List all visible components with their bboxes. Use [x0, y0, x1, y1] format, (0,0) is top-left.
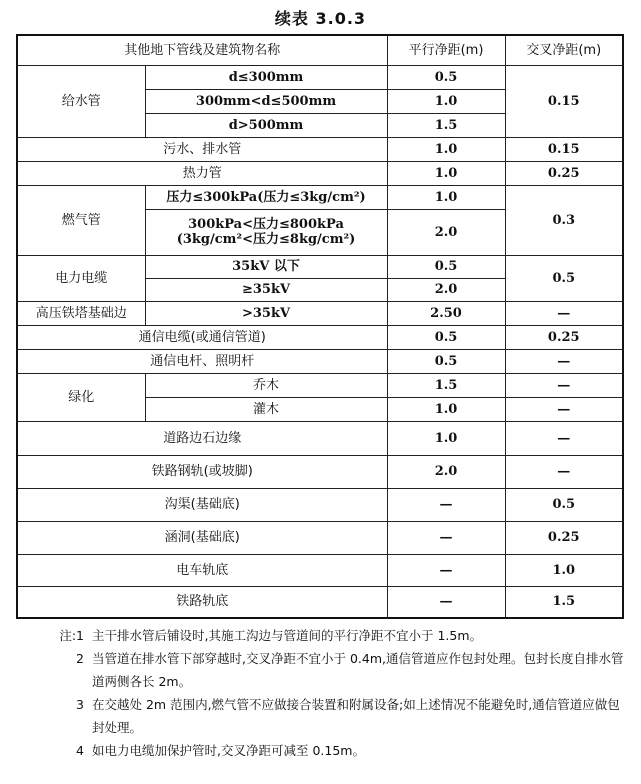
parallel-value: — — [387, 554, 505, 586]
note-lead — [18, 624, 84, 647]
table-title: 续表 3.0.3 — [274, 9, 367, 28]
table-row — [17, 554, 623, 586]
table-row — [17, 255, 623, 278]
clearance-table — [16, 34, 624, 619]
note-item — [18, 739, 628, 762]
table-row — [17, 455, 623, 488]
parallel-value: 1.5 — [387, 113, 505, 137]
parallel-value: 1.0 — [387, 89, 505, 113]
sub-label-line2: (3kg/cm²<压力≤8kg/cm²) — [176, 232, 356, 247]
parallel-value: — — [387, 586, 505, 618]
row-label: 道路边石边缘 — [17, 421, 387, 455]
sub-label — [145, 209, 387, 255]
group-power: 电力电缆 — [17, 255, 145, 301]
header-cross: 交叉净距(m) — [505, 35, 623, 65]
sub-label: ≥35kV — [145, 278, 387, 301]
sub-label-line1: 300kPa<压力≤800kPa — [188, 217, 344, 232]
group-tower: 高压铁塔基础边 — [17, 301, 145, 325]
cross-value: 0.15 — [505, 65, 623, 137]
row-label: 电车轨底 — [17, 554, 387, 586]
note-item — [18, 647, 628, 693]
sub-label: 乔木 — [145, 373, 387, 397]
note-text: 如电力电缆加保护管时,交叉净距可减至 0.15m。 — [92, 743, 365, 758]
note-number: 4 — [76, 743, 84, 758]
sub-label: >35kV — [145, 301, 387, 325]
parallel-value: 1.0 — [387, 421, 505, 455]
sub-label: d≤300mm — [145, 65, 387, 89]
parallel-value: 2.50 — [387, 301, 505, 325]
parallel-value: 2.0 — [387, 278, 505, 301]
cross-value: 0.25 — [505, 325, 623, 349]
row-label: 污水、排水管 — [17, 137, 387, 161]
table-row — [17, 349, 623, 373]
cross-value: 0.5 — [505, 488, 623, 521]
cross-value: 1.0 — [505, 554, 623, 586]
parallel-value: — — [387, 488, 505, 521]
note-text: 当管道在排水管下部穿越时,交叉净距不宜小于 0.4m,通信管道应作包封处理。包封长度自排水管道两侧各长 2m。 — [92, 651, 624, 689]
group-water: 给水管 — [17, 65, 145, 137]
table-row — [17, 586, 623, 618]
sub-label: 灌木 — [145, 397, 387, 421]
note-item — [18, 624, 628, 647]
row-label: 铁路轨底 — [17, 586, 387, 618]
table-row — [17, 373, 623, 397]
parallel-value: 2.0 — [387, 455, 505, 488]
header-row — [17, 35, 623, 65]
table-row — [17, 185, 623, 209]
row-label: 沟渠(基础底) — [17, 488, 387, 521]
row-label: 通信电杆、照明杆 — [17, 349, 387, 373]
note-text: 主干排水管后铺设时,其施工沟边与管道间的平行净距不宜小于 1.5m。 — [92, 628, 483, 643]
parallel-value: 1.0 — [387, 161, 505, 185]
sub-label: 35kV 以下 — [145, 255, 387, 278]
cross-value: 0.5 — [505, 255, 623, 301]
header-name: 其他地下管线及建筑物名称 — [17, 35, 387, 65]
table-row — [17, 325, 623, 349]
table-row — [17, 65, 623, 89]
parallel-value: 1.0 — [387, 397, 505, 421]
table-row — [17, 301, 623, 325]
note-text: 在交越处 2m 范围内,燃气管不应做接合装置和附属设备;如上述情况不能避免时,通信管道应做包封处理。 — [92, 697, 620, 735]
table-row — [17, 521, 623, 554]
cross-value: 0.3 — [505, 185, 623, 255]
row-label: 通信电缆(或通信管道) — [17, 325, 387, 349]
cross-value: — — [505, 421, 623, 455]
row-label: 涵洞(基础底) — [17, 521, 387, 554]
sub-label: d>500mm — [145, 113, 387, 137]
parallel-value: — — [387, 521, 505, 554]
cross-value: — — [505, 397, 623, 421]
group-green: 绿化 — [17, 373, 145, 421]
sub-label: 压力≤300kPa(压力≤3kg/cm²) — [145, 185, 387, 209]
note-number: 1 — [76, 628, 84, 643]
cross-value: 0.25 — [505, 161, 623, 185]
parallel-value: 0.5 — [387, 65, 505, 89]
cross-value: — — [505, 301, 623, 325]
cross-value: — — [505, 349, 623, 373]
table-row — [17, 421, 623, 455]
notes-prefix: 注: — [59, 628, 77, 643]
header-parallel: 平行净距(m) — [387, 35, 505, 65]
note-number: 2 — [76, 651, 84, 666]
note-item — [18, 693, 628, 739]
cross-value: 0.15 — [505, 137, 623, 161]
table-row — [17, 161, 623, 185]
cross-value: 0.25 — [505, 521, 623, 554]
parallel-value: 2.0 — [387, 209, 505, 255]
parallel-value: 1.0 — [387, 137, 505, 161]
parallel-value: 0.5 — [387, 325, 505, 349]
group-gas: 燃气管 — [17, 185, 145, 255]
parallel-value: 1.0 — [387, 185, 505, 209]
cross-value: 1.5 — [505, 586, 623, 618]
row-label: 热力管 — [17, 161, 387, 185]
parallel-value: 0.5 — [387, 349, 505, 373]
parallel-value: 0.5 — [387, 255, 505, 278]
row-label: 铁路钢轨(或坡脚) — [17, 455, 387, 488]
note-number: 3 — [76, 697, 84, 712]
table-row — [17, 137, 623, 161]
table-row — [17, 488, 623, 521]
sub-label: 300mm<d≤500mm — [145, 89, 387, 113]
parallel-value: 1.5 — [387, 373, 505, 397]
notes — [18, 624, 628, 762]
cross-value: — — [505, 373, 623, 397]
cross-value: — — [505, 455, 623, 488]
